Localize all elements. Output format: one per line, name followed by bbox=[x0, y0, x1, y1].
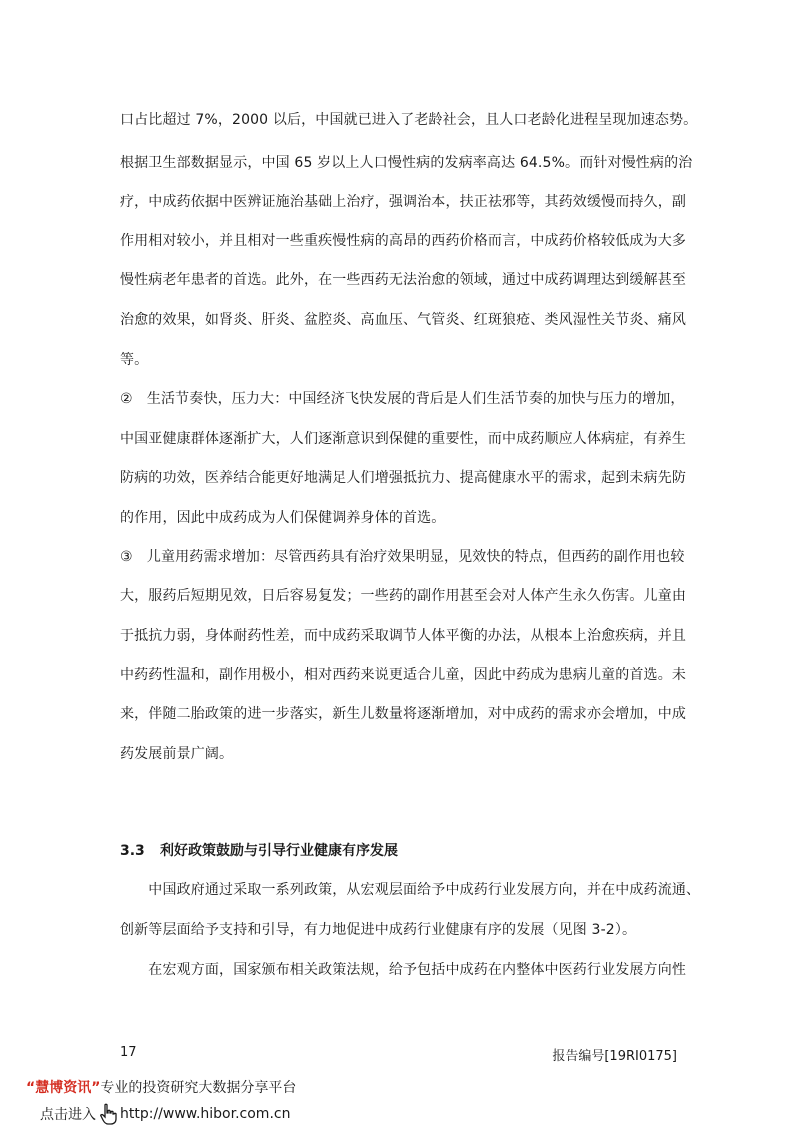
promo-link-row[interactable] bbox=[40, 1103, 290, 1125]
body-text-line: 等。 bbox=[120, 352, 149, 368]
report-number: 报告编号[19RI0175] bbox=[552, 1049, 677, 1064]
section-title: 利好政策鼓励与引导行业健康有序发展 bbox=[160, 843, 398, 859]
body-text-line: 根据卫生部数据显示，中国 65 岁以上人口慢性病的发病率高达 64.5%。而针对慢性病的治 bbox=[120, 155, 693, 171]
promo-tagline: 专业的投资研究大数据分享平台 bbox=[100, 1080, 297, 1096]
pointing-hand-icon bbox=[98, 1103, 118, 1125]
body-text-line: 慢性病老年患者的首选。此外，在一些西药无法治愈的领域，通过中成药调理达到缓解甚至 bbox=[120, 272, 686, 288]
body-text-line: 疗，中成药依据中医辨证施治基础上治疗，强调治本，扶正祛邪等，其药效缓慢而持久，副 bbox=[120, 194, 686, 210]
section-number: 3.3 bbox=[120, 843, 145, 859]
body-text-line: 于抵抗力弱，身体耐药性差，而中成药采取调节人体平衡的办法，从根本上治愈疾病，并且 bbox=[120, 628, 686, 644]
promo-brand: “慧博资讯” bbox=[26, 1080, 101, 1096]
promo-cta[interactable]: 点击进入 bbox=[40, 1107, 96, 1123]
section-heading bbox=[120, 840, 398, 860]
body-text-line: 的作用，因此中成药成为人们保健调养身体的首选。 bbox=[120, 510, 446, 526]
body-text-line: 口占比超过 7%，2000 以后，中国就已进入了老龄社会，且人口老龄化进程呈现加速态势。 bbox=[120, 112, 698, 128]
body-text-line: 中药药性温和，副作用极小，相对西药来说更适合儿童，因此中药成为患病儿童的首选。未 bbox=[120, 667, 686, 683]
body-text-line: 来，伴随二胎政策的进一步落实，新生儿数量将逐渐增加，对中成药的需求亦会增加，中成 bbox=[120, 706, 686, 722]
body-text-line: ② 生活节奏快，压力大：中国经济飞快发展的背后是人们生活节奏的加快与压力的增加， bbox=[120, 391, 685, 407]
section-text-line: 创新等层面给予支持和引导，有力地促进中成药行业健康有序的发展（见图 3-2）。 bbox=[120, 922, 637, 938]
body-text-line: 治愈的效果，如肾炎、肝炎、盆腔炎、高血压、气管炎、红斑狼疮、类风湿性关节炎、痛风 bbox=[120, 312, 686, 328]
promo-banner bbox=[26, 1077, 296, 1097]
body-text-line: 大，服药后短期见效，日后容易复发；一些药的副作用甚至会对人体产生永久伤害。儿童由 bbox=[120, 588, 686, 604]
section-text-line: 在宏观方面，国家颁布相关政策法规，给予包括中成药在内整体中医药行业发展方向性 bbox=[120, 962, 686, 978]
body-text-line: 作用相对较小，并且相对一些重疾慢性病的高昂的西药价格而言，中成药价格较低成为大多 bbox=[120, 233, 686, 249]
promo-url-link[interactable]: http://www.hibor.com.cn bbox=[120, 1106, 291, 1122]
body-text-line: ③ 儿童用药需求增加：尽管西药具有治疗效果明显，见效快的特点，但西药的副作用也较 bbox=[120, 549, 685, 565]
body-text-line: 中国亚健康群体逐渐扩大，人们逐渐意识到保健的重要性，而中成药顺应人体病症，有养生 bbox=[120, 431, 686, 447]
body-text-line: 药发展前景广阔。 bbox=[120, 746, 234, 762]
page-number: 17 bbox=[120, 1045, 137, 1060]
section-text-line: 中国政府通过采取一系列政策，从宏观层面给予中成药行业发展方向，并在中成药流通、 bbox=[120, 882, 701, 898]
body-text-line: 防病的功效，医养结合能更好地满足人们增强抵抗力、提高健康水平的需求，起到未病先防 bbox=[120, 470, 686, 486]
